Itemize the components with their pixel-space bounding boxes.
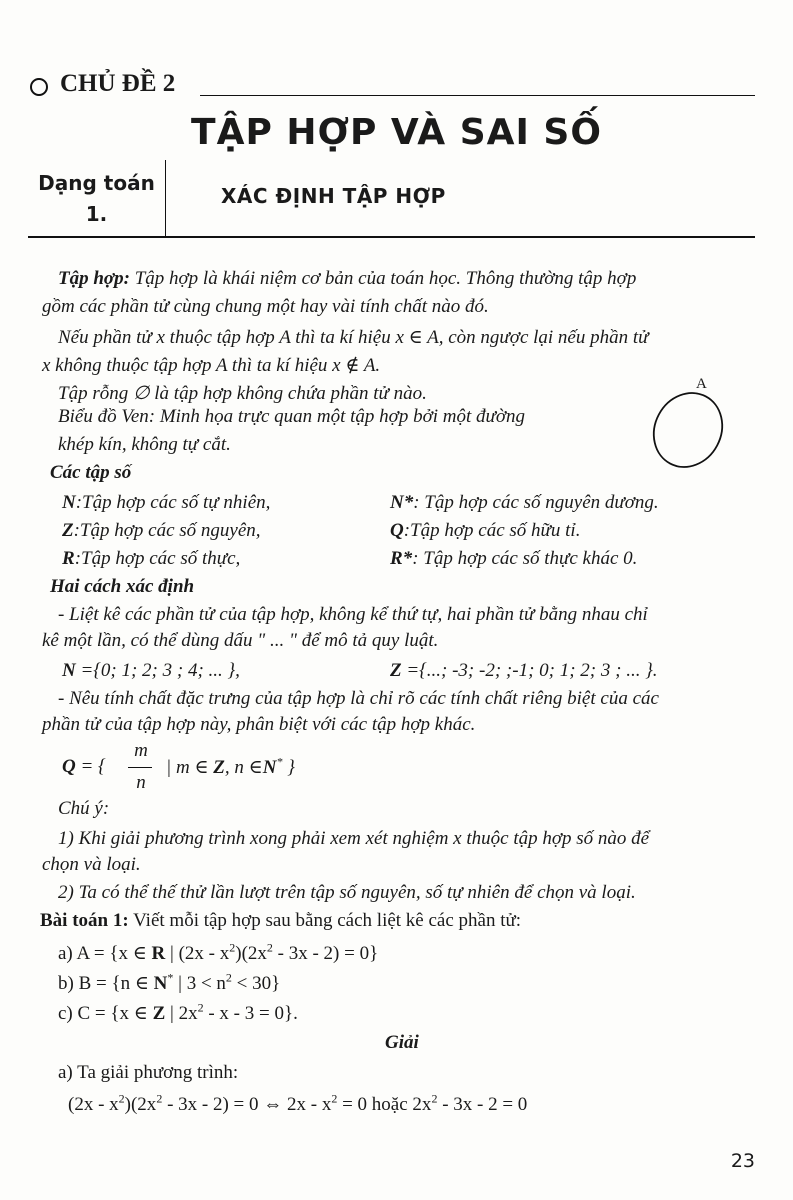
superscript: 2 (225, 970, 232, 985)
number-set-item (62, 520, 261, 542)
problem-type-label (28, 168, 165, 230)
text-span: | m ∈ (166, 757, 214, 778)
superscript: * (167, 970, 174, 985)
header-divider (165, 160, 166, 236)
text-span: c) C = {x ∈ (58, 1003, 153, 1024)
set-symbol: N (153, 973, 168, 994)
fraction-bar (128, 767, 152, 768)
text-span: - x - 3 = 0}. (203, 1003, 298, 1024)
paragraph-line: Tập rỗng ∅ là tập hợp không chứa phần tử nào. (58, 383, 427, 404)
paragraph-line: kê một lần, có thể dùng dấu " ... " để mô tả quy luật. (42, 630, 439, 651)
text-span: : Tập hợp các số nguyên dương. (413, 492, 659, 513)
solution-line: a) Ta giải phương trình: (58, 1062, 239, 1083)
fraction-denominator: n (136, 772, 146, 793)
problem-type-line1: Dạng toán (38, 171, 155, 195)
subheading: Hai cách xác định (50, 576, 195, 597)
superscript: 2 (266, 940, 273, 955)
paragraph-line: phần tử của tập hợp này, phân biệt với các tập hợp khác. (42, 714, 476, 735)
exercise-label: Bài toán 1: (40, 910, 129, 931)
text-span: Viết mỗi tập hợp sau bằng cách liệt kê các phần tử: (128, 910, 522, 931)
exercise-heading (40, 910, 521, 932)
term-label: Tập hợp: (58, 268, 130, 289)
text-span: :Tập hợp các số tự nhiên, (75, 492, 271, 513)
paragraph-line: - Nêu tính chất đặc trưng của tập hợp là chỉ rõ các tính chất riêng biệt của các (58, 688, 659, 709)
text-span: | 2x (165, 1003, 198, 1024)
text-span: < 30} (231, 973, 281, 994)
text-span: : Tập hợp các số thực khác 0. (412, 548, 638, 569)
number-set-item (390, 492, 659, 514)
paragraph-line: x không thuộc tập hợp A thì ta kí hiệu x ∉ A. (42, 355, 381, 376)
page-title: TẬP HỢP VÀ SAI SỐ (191, 112, 602, 153)
text-span: b) B = {n ∈ (58, 973, 154, 994)
superscript: * (276, 754, 283, 769)
set-example-n (62, 660, 240, 682)
text-span: )(2x (124, 1094, 157, 1115)
paragraph-line: Biểu đồ Ven: Minh họa trực quan một tập hợp bởi một đường (58, 406, 525, 427)
set-symbol: Z (152, 1003, 166, 1024)
text-span: :Tập hợp các số hữu tỉ. (403, 520, 581, 541)
paragraph-line: khép kín, không tự cắt. (58, 434, 231, 455)
set-symbol: R* (390, 548, 413, 569)
superscript: 2 (156, 1091, 163, 1106)
paragraph-line: Nếu phần tử x thuộc tập hợp A thì ta kí hiệu x ∈ A, còn ngược lại nếu phần tử (58, 327, 649, 348)
exercise-item-a (58, 942, 378, 965)
text-span: Tập hợp là khái niệm cơ bản của toán học. Thông thường tập hợp (129, 268, 637, 289)
subheading: Các tập số (50, 462, 132, 483)
superscript: 2 (197, 1000, 204, 1015)
chapter-label: CHỦ ĐỀ 2 (60, 70, 176, 97)
text-span: (2x - x (68, 1094, 119, 1115)
text-span: , n ∈ (224, 757, 263, 778)
set-symbol: Z (213, 757, 225, 778)
set-symbol: N* (390, 492, 414, 513)
text-span: )(2x (235, 943, 267, 964)
text-span: :Tập hợp các số nguyên, (73, 520, 261, 541)
text-span: :Tập hợp các số thực, (74, 548, 241, 569)
set-example-z (390, 660, 658, 682)
number-set-item (390, 548, 637, 570)
paragraph-line: chọn và loại. (42, 854, 141, 875)
superscript: 2 (431, 1091, 438, 1106)
superscript: 2 (331, 1091, 338, 1106)
paragraph-line: 1) Khi giải phương trình xong phải xem xét nghiệm x thuộc tập hợp số nào để (58, 828, 650, 849)
q-formula-right (166, 756, 295, 779)
text-span: | (2x - x (165, 943, 230, 964)
note-heading: Chú ý: (58, 798, 110, 819)
chapter-heading (30, 70, 755, 104)
text-span: = 0 hoặc 2x (337, 1094, 432, 1115)
text-span: | 3 < n (173, 973, 226, 994)
exercise-item-b (58, 972, 280, 995)
circle-bullet-icon (30, 78, 48, 96)
paragraph-line: gồm các phần tử cùng chung một hay vài tính chất nào đó. (42, 296, 489, 317)
venn-ellipse-icon (648, 378, 768, 478)
page-number: 23 (730, 1150, 755, 1172)
number-set-item (62, 492, 270, 514)
set-symbol: Q (62, 756, 76, 777)
chapter-rule (200, 95, 755, 96)
text-span: - 3x - 2) = 0 ⇔ 2x - x (162, 1094, 332, 1115)
set-symbol: R (151, 943, 166, 964)
superscript: 2 (118, 1091, 125, 1106)
text-span: = { (75, 756, 106, 777)
venn-diagram (648, 378, 768, 478)
text-span: } (282, 757, 295, 778)
section-header (28, 160, 755, 238)
text-span: a) A = {x ∈ (58, 943, 152, 964)
problem-type-line2: 1. (85, 202, 108, 226)
venn-label: A (696, 376, 707, 392)
text-span: - 3x - 2) = 0} (272, 943, 379, 964)
solution-equation (68, 1091, 528, 1116)
number-set-item (62, 548, 240, 570)
section-topic: XÁC ĐỊNH TẬP HỢP (221, 184, 446, 208)
text-span: - 3x - 2 = 0 (437, 1094, 528, 1115)
q-formula-left (62, 756, 106, 778)
set-symbol: N (262, 757, 277, 778)
set-symbol: Q (390, 520, 404, 541)
superscript: 2 (229, 940, 236, 955)
paragraph-line: 2) Ta có thể thế thử lần lượt trên tập số nguyên, số tự nhiên để chọn và loại. (58, 882, 636, 903)
paragraph-line: - Liệt kê các phần tử của tập hợp, không kể thứ tự, hai phần tử bằng nhau chỉ (58, 604, 648, 625)
set-symbol: Z (62, 520, 74, 541)
fraction-numerator: m (134, 740, 148, 761)
text-span: ={...; -3; -2; ;-1; 0; 1; 2; 3 ; ... }. (401, 660, 658, 681)
text-span: ={0; 1; 2; 3 ; 4; ... }, (75, 660, 240, 681)
set-symbol: N (62, 492, 76, 513)
set-symbol: N (62, 660, 76, 681)
number-set-item (390, 520, 580, 542)
exercise-item-c (58, 1002, 298, 1025)
set-symbol: R (62, 548, 75, 569)
set-symbol: Z (390, 660, 402, 681)
paragraph-line (58, 268, 636, 290)
solution-heading: Giải (385, 1032, 419, 1053)
